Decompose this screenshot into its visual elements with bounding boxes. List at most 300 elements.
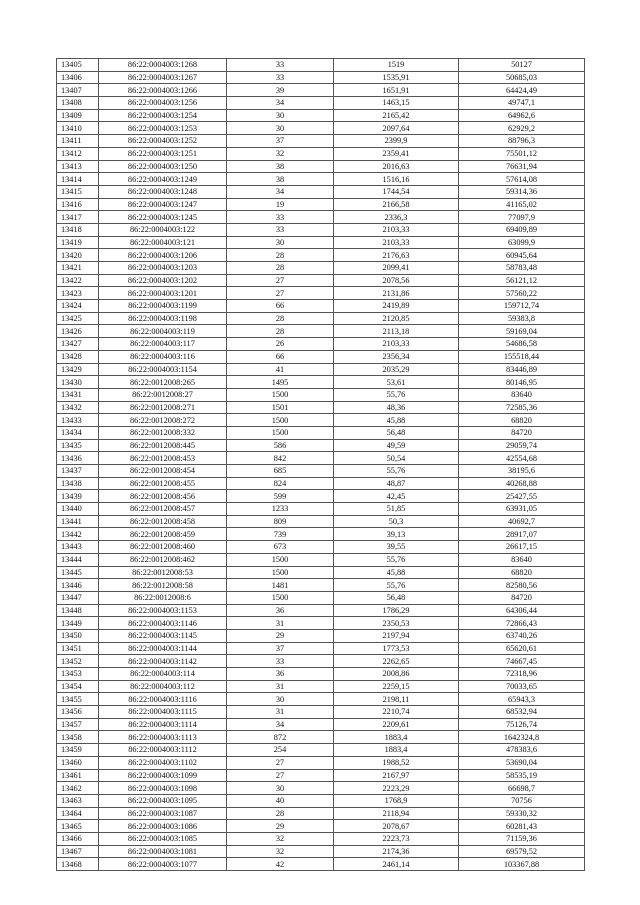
specific-value-cell: 1516,16 bbox=[334, 173, 459, 186]
row-number-cell: 13418 bbox=[57, 223, 99, 236]
row-number-cell: 13409 bbox=[57, 109, 99, 122]
row-number-cell: 13412 bbox=[57, 147, 99, 160]
table-row bbox=[57, 426, 585, 439]
area-cell: 809 bbox=[227, 515, 334, 528]
area-cell: 33 bbox=[227, 223, 334, 236]
area-cell: 33 bbox=[227, 59, 334, 72]
area-cell: 685 bbox=[227, 465, 334, 478]
cadastral-number-cell: 86:22:0012008:460 bbox=[99, 541, 227, 554]
table-row bbox=[57, 211, 585, 224]
cadastral-number-cell: 86:22:0004003:1116 bbox=[99, 693, 227, 706]
row-number-cell: 13459 bbox=[57, 744, 99, 757]
area-cell: 32 bbox=[227, 147, 334, 160]
area-cell: 1500 bbox=[227, 553, 334, 566]
row-number-cell: 13453 bbox=[57, 668, 99, 681]
specific-value-cell: 2035,29 bbox=[334, 363, 459, 376]
cadastral-value-cell: 70756 bbox=[459, 794, 585, 807]
cadastral-value-cell: 54686,58 bbox=[459, 338, 585, 351]
cadastral-number-cell: 86:22:0004003:1250 bbox=[99, 160, 227, 173]
cadastral-value-cell: 38195,6 bbox=[459, 465, 585, 478]
area-cell: 41 bbox=[227, 363, 334, 376]
cadastral-value-cell: 65620,61 bbox=[459, 642, 585, 655]
cadastral-number-cell: 86:22:0012008:458 bbox=[99, 515, 227, 528]
cadastral-value-cell: 83640 bbox=[459, 553, 585, 566]
row-number-cell: 13455 bbox=[57, 693, 99, 706]
area-cell: 36 bbox=[227, 604, 334, 617]
table-row bbox=[57, 718, 585, 731]
table-row bbox=[57, 300, 585, 313]
row-number-cell: 13434 bbox=[57, 426, 99, 439]
cadastral-number-cell: 86:22:0004003:1145 bbox=[99, 629, 227, 642]
specific-value-cell: 1519 bbox=[334, 59, 459, 72]
area-cell: 19 bbox=[227, 198, 334, 211]
specific-value-cell: 2399,9 bbox=[334, 135, 459, 148]
cadastral-value-cell: 40692,7 bbox=[459, 515, 585, 528]
specific-value-cell: 2461,14 bbox=[334, 858, 459, 871]
table-row bbox=[57, 465, 585, 478]
area-cell: 32 bbox=[227, 832, 334, 845]
specific-value-cell: 39,13 bbox=[334, 528, 459, 541]
specific-value-cell: 56,48 bbox=[334, 591, 459, 604]
specific-value-cell: 2176,63 bbox=[334, 249, 459, 262]
table-row bbox=[57, 147, 585, 160]
specific-value-cell: 1773,53 bbox=[334, 642, 459, 655]
table-row bbox=[57, 756, 585, 769]
table-row bbox=[57, 236, 585, 249]
area-cell: 40 bbox=[227, 794, 334, 807]
area-cell: 872 bbox=[227, 731, 334, 744]
row-number-cell: 13408 bbox=[57, 97, 99, 110]
specific-value-cell: 2120,85 bbox=[334, 312, 459, 325]
cadastral-number-cell: 86:22:0004003:1203 bbox=[99, 262, 227, 275]
area-cell: 673 bbox=[227, 541, 334, 554]
cadastral-number-cell: 86:22:0004003:1146 bbox=[99, 617, 227, 630]
area-cell: 586 bbox=[227, 439, 334, 452]
specific-value-cell: 2103,33 bbox=[334, 236, 459, 249]
cadastral-number-cell: 86:22:0004003:1087 bbox=[99, 807, 227, 820]
cadastral-number-cell: 86:22:0004003:1144 bbox=[99, 642, 227, 655]
cadastral-number-cell: 86:22:0004003:1081 bbox=[99, 845, 227, 858]
row-number-cell: 13447 bbox=[57, 591, 99, 604]
specific-value-cell: 2113,18 bbox=[334, 325, 459, 338]
specific-value-cell: 1651,91 bbox=[334, 84, 459, 97]
table-row bbox=[57, 566, 585, 579]
table-row bbox=[57, 693, 585, 706]
specific-value-cell: 2118,94 bbox=[334, 807, 459, 820]
cadastral-value-cell: 75501,12 bbox=[459, 147, 585, 160]
row-number-cell: 13433 bbox=[57, 414, 99, 427]
cadastral-value-cell: 155518,44 bbox=[459, 350, 585, 363]
table-row bbox=[57, 84, 585, 97]
cadastral-value-cell: 60281,43 bbox=[459, 820, 585, 833]
area-cell: 37 bbox=[227, 642, 334, 655]
cadastral-number-cell: 86:22:0004003:1086 bbox=[99, 820, 227, 833]
row-number-cell: 13415 bbox=[57, 185, 99, 198]
area-cell: 34 bbox=[227, 97, 334, 110]
area-cell: 30 bbox=[227, 122, 334, 135]
table-row bbox=[57, 832, 585, 845]
specific-value-cell: 2174,36 bbox=[334, 845, 459, 858]
cadastral-value-cell: 50127 bbox=[459, 59, 585, 72]
row-number-cell: 13423 bbox=[57, 287, 99, 300]
table-row bbox=[57, 198, 585, 211]
area-cell: 27 bbox=[227, 769, 334, 782]
area-cell: 31 bbox=[227, 617, 334, 630]
cadastral-number-cell: 86:22:0012008:271 bbox=[99, 401, 227, 414]
specific-value-cell: 2223,73 bbox=[334, 832, 459, 845]
cadastral-number-cell: 86:22:0004003:1102 bbox=[99, 756, 227, 769]
row-number-cell: 13457 bbox=[57, 718, 99, 731]
cadastral-value-cell: 59330,32 bbox=[459, 807, 585, 820]
area-cell: 1500 bbox=[227, 566, 334, 579]
specific-value-cell: 1883,4 bbox=[334, 731, 459, 744]
area-cell: 37 bbox=[227, 135, 334, 148]
row-number-cell: 13425 bbox=[57, 312, 99, 325]
cadastral-value-cell: 59383,8 bbox=[459, 312, 585, 325]
row-number-cell: 13440 bbox=[57, 503, 99, 516]
row-number-cell: 13442 bbox=[57, 528, 99, 541]
table-row bbox=[57, 59, 585, 72]
specific-value-cell: 55,76 bbox=[334, 553, 459, 566]
cadastral-number-cell: 86:22:0004003:1206 bbox=[99, 249, 227, 262]
cadastral-number-cell: 86:22:0012008:265 bbox=[99, 376, 227, 389]
area-cell: 739 bbox=[227, 528, 334, 541]
table-row bbox=[57, 706, 585, 719]
row-number-cell: 13428 bbox=[57, 350, 99, 363]
table-row bbox=[57, 541, 585, 554]
specific-value-cell: 2078,67 bbox=[334, 820, 459, 833]
specific-value-cell: 2198,11 bbox=[334, 693, 459, 706]
cadastral-value-cell: 83640 bbox=[459, 388, 585, 401]
cadastral-number-cell: 86:22:0004003:119 bbox=[99, 325, 227, 338]
cadastral-value-cell: 56121,12 bbox=[459, 274, 585, 287]
row-number-cell: 13432 bbox=[57, 401, 99, 414]
cadastral-value-cell: 72318,96 bbox=[459, 668, 585, 681]
area-cell: 38 bbox=[227, 173, 334, 186]
table-row bbox=[57, 414, 585, 427]
area-cell: 31 bbox=[227, 706, 334, 719]
row-number-cell: 13419 bbox=[57, 236, 99, 249]
row-number-cell: 13461 bbox=[57, 769, 99, 782]
specific-value-cell: 2359,41 bbox=[334, 147, 459, 160]
document-page bbox=[56, 58, 584, 871]
cadastral-number-cell: 86:22:0004003:1254 bbox=[99, 109, 227, 122]
table-row bbox=[57, 325, 585, 338]
specific-value-cell: 53,61 bbox=[334, 376, 459, 389]
row-number-cell: 13421 bbox=[57, 262, 99, 275]
area-cell: 34 bbox=[227, 185, 334, 198]
cadastral-value-cell: 64424,49 bbox=[459, 84, 585, 97]
row-number-cell: 13411 bbox=[57, 135, 99, 148]
cadastral-value-cell: 69579,52 bbox=[459, 845, 585, 858]
cadastral-number-cell: 86:22:0004003:1085 bbox=[99, 832, 227, 845]
cadastral-number-cell: 86:22:0004003:1248 bbox=[99, 185, 227, 198]
specific-value-cell: 2259,15 bbox=[334, 680, 459, 693]
area-cell: 36 bbox=[227, 668, 334, 681]
specific-value-cell: 2103,33 bbox=[334, 223, 459, 236]
cadastral-value-cell: 64306,44 bbox=[459, 604, 585, 617]
area-cell: 30 bbox=[227, 693, 334, 706]
specific-value-cell: 55,76 bbox=[334, 465, 459, 478]
specific-value-cell: 1786,29 bbox=[334, 604, 459, 617]
table-row bbox=[57, 655, 585, 668]
area-cell: 30 bbox=[227, 236, 334, 249]
table-row bbox=[57, 553, 585, 566]
cadastral-number-cell: 86:22:0004003:117 bbox=[99, 338, 227, 351]
area-cell: 29 bbox=[227, 820, 334, 833]
cadastral-number-cell: 86:22:0004003:1251 bbox=[99, 147, 227, 160]
cadastral-number-cell: 86:22:0012008:455 bbox=[99, 477, 227, 490]
cadastral-value-cell: 63740,26 bbox=[459, 629, 585, 642]
cadastral-value-cell: 58783,48 bbox=[459, 262, 585, 275]
table-row bbox=[57, 338, 585, 351]
cadastral-value-cell: 70033,65 bbox=[459, 680, 585, 693]
table-row bbox=[57, 642, 585, 655]
area-cell: 28 bbox=[227, 249, 334, 262]
row-number-cell: 13431 bbox=[57, 388, 99, 401]
area-cell: 1481 bbox=[227, 579, 334, 592]
area-cell: 31 bbox=[227, 680, 334, 693]
cadastral-value-cell: 53690,04 bbox=[459, 756, 585, 769]
cadastral-value-cell: 49747,1 bbox=[459, 97, 585, 110]
table-row bbox=[57, 490, 585, 503]
specific-value-cell: 2419,89 bbox=[334, 300, 459, 313]
area-cell: 66 bbox=[227, 350, 334, 363]
table-row bbox=[57, 528, 585, 541]
cadastral-number-cell: 86:22:0012008:445 bbox=[99, 439, 227, 452]
area-cell: 28 bbox=[227, 325, 334, 338]
cadastral-number-cell: 86:22:0004003:1252 bbox=[99, 135, 227, 148]
area-cell: 28 bbox=[227, 807, 334, 820]
area-cell: 33 bbox=[227, 211, 334, 224]
cadastral-number-cell: 86:22:0004003:1114 bbox=[99, 718, 227, 731]
cadastral-number-cell: 86:22:0004003:1098 bbox=[99, 782, 227, 795]
row-number-cell: 13416 bbox=[57, 198, 99, 211]
cadastral-number-cell: 86:22:0012008:58 bbox=[99, 579, 227, 592]
specific-value-cell: 2209,61 bbox=[334, 718, 459, 731]
specific-value-cell: 2350,53 bbox=[334, 617, 459, 630]
specific-value-cell: 51,85 bbox=[334, 503, 459, 516]
area-cell: 1501 bbox=[227, 401, 334, 414]
specific-value-cell: 2016,63 bbox=[334, 160, 459, 173]
table-row bbox=[57, 350, 585, 363]
specific-value-cell: 2099,41 bbox=[334, 262, 459, 275]
row-number-cell: 13463 bbox=[57, 794, 99, 807]
cadastral-number-cell: 86:22:0004003:1095 bbox=[99, 794, 227, 807]
area-cell: 824 bbox=[227, 477, 334, 490]
row-number-cell: 13407 bbox=[57, 84, 99, 97]
row-number-cell: 13410 bbox=[57, 122, 99, 135]
specific-value-cell: 2167,97 bbox=[334, 769, 459, 782]
row-number-cell: 13451 bbox=[57, 642, 99, 655]
cadastral-number-cell: 86:22:0004003:1077 bbox=[99, 858, 227, 871]
table-row bbox=[57, 401, 585, 414]
table-row bbox=[57, 135, 585, 148]
specific-value-cell: 39,55 bbox=[334, 541, 459, 554]
table-row bbox=[57, 287, 585, 300]
cadastral-value-cell: 103367,88 bbox=[459, 858, 585, 871]
area-cell: 38 bbox=[227, 160, 334, 173]
cadastral-number-cell: 86:22:0004003:1113 bbox=[99, 731, 227, 744]
cadastral-value-cell: 62929,2 bbox=[459, 122, 585, 135]
cadastral-number-cell: 86:22:0004003:1268 bbox=[99, 59, 227, 72]
specific-value-cell: 2262,65 bbox=[334, 655, 459, 668]
row-number-cell: 13462 bbox=[57, 782, 99, 795]
cadastral-number-cell: 86:22:0004003:1253 bbox=[99, 122, 227, 135]
specific-value-cell: 50,3 bbox=[334, 515, 459, 528]
cadastral-number-cell: 86:22:0012008:453 bbox=[99, 452, 227, 465]
table-row bbox=[57, 452, 585, 465]
cadastral-number-cell: 86:22:0004003:1199 bbox=[99, 300, 227, 313]
cadastral-number-cell: 86:22:0004003:1153 bbox=[99, 604, 227, 617]
area-cell: 33 bbox=[227, 655, 334, 668]
cadastral-value-cell: 84720 bbox=[459, 591, 585, 604]
row-number-cell: 13436 bbox=[57, 452, 99, 465]
cadastral-number-cell: 86:22:0004003:122 bbox=[99, 223, 227, 236]
table-body bbox=[57, 59, 585, 871]
specific-value-cell: 1463,15 bbox=[334, 97, 459, 110]
cadastral-number-cell: 86:22:0012008:27 bbox=[99, 388, 227, 401]
specific-value-cell: 48,87 bbox=[334, 477, 459, 490]
area-cell: 42 bbox=[227, 858, 334, 871]
cadastral-value-cell: 66698,7 bbox=[459, 782, 585, 795]
cadastral-value-cell: 59314,36 bbox=[459, 185, 585, 198]
specific-value-cell: 1988,52 bbox=[334, 756, 459, 769]
specific-value-cell: 2166,58 bbox=[334, 198, 459, 211]
cadastral-number-cell: 86:22:0004003:1099 bbox=[99, 769, 227, 782]
cadastral-number-cell: 86:22:0004003:1198 bbox=[99, 312, 227, 325]
specific-value-cell: 2197,94 bbox=[334, 629, 459, 642]
cadastral-value-cell: 26617,15 bbox=[459, 541, 585, 554]
area-cell: 26 bbox=[227, 338, 334, 351]
cadastral-value-cell: 82580,56 bbox=[459, 579, 585, 592]
cadastral-number-cell: 86:22:0004003:1202 bbox=[99, 274, 227, 287]
row-number-cell: 13420 bbox=[57, 249, 99, 262]
cadastral-number-cell: 86:22:0004003:121 bbox=[99, 236, 227, 249]
cadastral-number-cell: 86:22:0004003:1249 bbox=[99, 173, 227, 186]
table-row bbox=[57, 185, 585, 198]
cadastral-number-cell: 86:22:0012008:272 bbox=[99, 414, 227, 427]
specific-value-cell: 2223,29 bbox=[334, 782, 459, 795]
cadastral-value-cell: 29059,74 bbox=[459, 439, 585, 452]
table-row bbox=[57, 363, 585, 376]
cadastral-value-cell: 58535,19 bbox=[459, 769, 585, 782]
table-row bbox=[57, 617, 585, 630]
row-number-cell: 13454 bbox=[57, 680, 99, 693]
row-number-cell: 13449 bbox=[57, 617, 99, 630]
cadastral-value-cell: 42554,68 bbox=[459, 452, 585, 465]
specific-value-cell: 50,54 bbox=[334, 452, 459, 465]
table-row bbox=[57, 680, 585, 693]
row-number-cell: 13452 bbox=[57, 655, 99, 668]
table-row bbox=[57, 109, 585, 122]
specific-value-cell: 49,59 bbox=[334, 439, 459, 452]
cadastral-number-cell: 86:22:0012008:332 bbox=[99, 426, 227, 439]
specific-value-cell: 1768,9 bbox=[334, 794, 459, 807]
cadastral-value-cell: 63931,05 bbox=[459, 503, 585, 516]
specific-value-cell: 2097,64 bbox=[334, 122, 459, 135]
specific-value-cell: 2103,33 bbox=[334, 338, 459, 351]
cadastral-value-cell: 76631,94 bbox=[459, 160, 585, 173]
table-row bbox=[57, 477, 585, 490]
area-cell: 32 bbox=[227, 845, 334, 858]
cadastral-number-cell: 86:22:0012008:462 bbox=[99, 553, 227, 566]
cadastral-number-cell: 86:22:0004003:1142 bbox=[99, 655, 227, 668]
row-number-cell: 13413 bbox=[57, 160, 99, 173]
table-row bbox=[57, 579, 585, 592]
row-number-cell: 13445 bbox=[57, 566, 99, 579]
area-cell: 66 bbox=[227, 300, 334, 313]
row-number-cell: 13468 bbox=[57, 858, 99, 871]
cadastral-number-cell: 86:22:0012008:457 bbox=[99, 503, 227, 516]
table-row bbox=[57, 769, 585, 782]
row-number-cell: 13426 bbox=[57, 325, 99, 338]
row-number-cell: 13467 bbox=[57, 845, 99, 858]
cadastral-value-cell: 83446,89 bbox=[459, 363, 585, 376]
cadastral-value-cell: 1642324,8 bbox=[459, 731, 585, 744]
row-number-cell: 13443 bbox=[57, 541, 99, 554]
table-row bbox=[57, 376, 585, 389]
table-row bbox=[57, 515, 585, 528]
table-row bbox=[57, 71, 585, 84]
cadastral-value-cell: 84720 bbox=[459, 426, 585, 439]
row-number-cell: 13465 bbox=[57, 820, 99, 833]
specific-value-cell: 1883,4 bbox=[334, 744, 459, 757]
cadastral-number-cell: 86:22:0004003:1267 bbox=[99, 71, 227, 84]
cadastral-value-cell: 64962,6 bbox=[459, 109, 585, 122]
row-number-cell: 13466 bbox=[57, 832, 99, 845]
cadastral-value-cell: 478383,6 bbox=[459, 744, 585, 757]
cadastral-value-cell: 74667,45 bbox=[459, 655, 585, 668]
area-cell: 1233 bbox=[227, 503, 334, 516]
row-number-cell: 13464 bbox=[57, 807, 99, 820]
specific-value-cell: 1535,91 bbox=[334, 71, 459, 84]
cadastral-value-cell: 63099,9 bbox=[459, 236, 585, 249]
row-number-cell: 13405 bbox=[57, 59, 99, 72]
specific-value-cell: 2131,86 bbox=[334, 287, 459, 300]
cadastral-value-cell: 68820 bbox=[459, 414, 585, 427]
specific-value-cell: 2210,74 bbox=[334, 706, 459, 719]
row-number-cell: 13458 bbox=[57, 731, 99, 744]
cadastral-number-cell: 86:22:0004003:1112 bbox=[99, 744, 227, 757]
cadastral-number-cell: 86:22:0004003:1115 bbox=[99, 706, 227, 719]
table-row bbox=[57, 591, 585, 604]
cadastral-number-cell: 86:22:0012008:459 bbox=[99, 528, 227, 541]
table-row bbox=[57, 782, 585, 795]
specific-value-cell: 45,88 bbox=[334, 414, 459, 427]
row-number-cell: 13444 bbox=[57, 553, 99, 566]
cadastral-value-cell: 72585,36 bbox=[459, 401, 585, 414]
row-number-cell: 13424 bbox=[57, 300, 99, 313]
specific-value-cell: 2008,86 bbox=[334, 668, 459, 681]
table-row bbox=[57, 388, 585, 401]
cadastral-value-cell: 159712,74 bbox=[459, 300, 585, 313]
specific-value-cell: 45,88 bbox=[334, 566, 459, 579]
cadastral-value-cell: 68532,94 bbox=[459, 706, 585, 719]
table-row bbox=[57, 223, 585, 236]
cadastral-value-table bbox=[56, 58, 585, 871]
table-row bbox=[57, 274, 585, 287]
table-row bbox=[57, 794, 585, 807]
cadastral-number-cell: 86:22:0012008:454 bbox=[99, 465, 227, 478]
row-number-cell: 13441 bbox=[57, 515, 99, 528]
area-cell: 39 bbox=[227, 84, 334, 97]
specific-value-cell: 2336,3 bbox=[334, 211, 459, 224]
row-number-cell: 13406 bbox=[57, 71, 99, 84]
area-cell: 1495 bbox=[227, 376, 334, 389]
area-cell: 30 bbox=[227, 782, 334, 795]
specific-value-cell: 55,76 bbox=[334, 579, 459, 592]
